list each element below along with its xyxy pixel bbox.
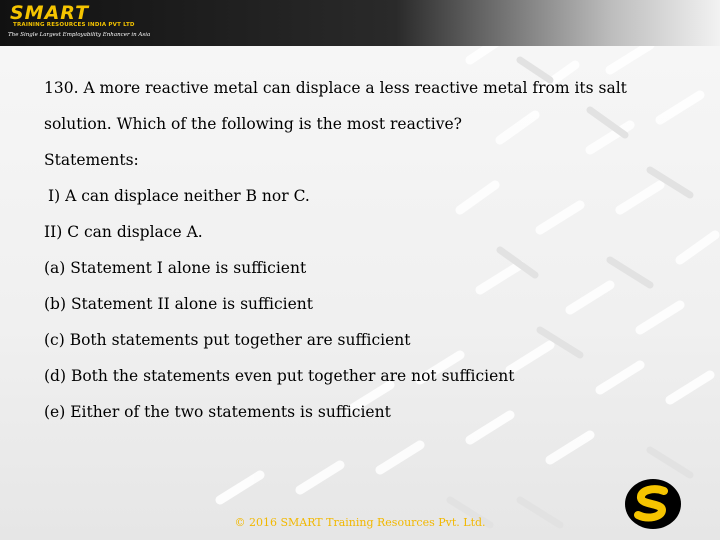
question-block xyxy=(44,76,694,436)
question-line: 130. A more reactive metal can displace a less reactive metal from its salt xyxy=(44,79,627,97)
option-c: (c) Both statements put together are sufficient xyxy=(44,331,411,349)
option-d: (d) Both the statements even put together are not sufficient xyxy=(44,367,515,385)
option-b: (b) Statement II alone is sufficient xyxy=(44,295,313,313)
statement-ii: II) C can displace A. xyxy=(44,223,203,241)
footer-copyright: © 2016 SMART Training Resources Pvt. Ltd. xyxy=(234,516,486,529)
smart-s-logo-icon xyxy=(624,478,682,530)
statement-i: I) A can displace neither B nor C. xyxy=(48,187,310,205)
brand-logo-text: SMART xyxy=(10,2,90,24)
question-line: solution. Which of the following is the most reactive? xyxy=(44,115,462,133)
statements-heading: Statements: xyxy=(44,151,139,169)
brand-logo-subtitle: TRAINING RESOURCES INDIA PVT LTD xyxy=(13,22,135,28)
option-e: (e) Either of the two statements is sufficient xyxy=(44,403,391,421)
brand-tagline: The Single Largest Employability Enhancer in Asia xyxy=(8,32,151,38)
option-a: (a) Statement I alone is sufficient xyxy=(44,259,307,277)
header-bar xyxy=(0,0,720,46)
